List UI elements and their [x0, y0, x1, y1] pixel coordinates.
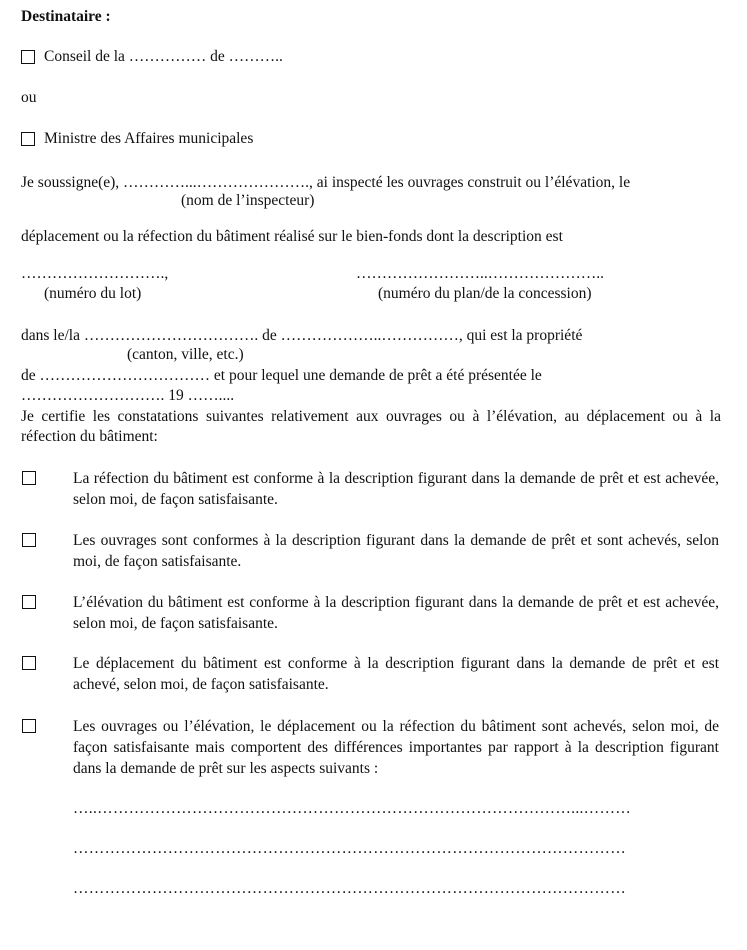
date-line[interactable]: ………………………. 19 …….... [21, 387, 235, 404]
item-checkbox-differences[interactable] [22, 719, 36, 733]
conseil-option-label: Conseil de la …………… de ……….. [44, 48, 283, 65]
lot-caption: (numéro du lot) [44, 285, 142, 302]
item-text-deplacement: Le déplacement du bâtiment est conforme à la description figurant dans la demande de prêt et est achevé, selon moi, de façon satisfaisante. [73, 655, 719, 693]
item-text-refection: La réfection du bâtiment est conforme à la description figurant dans la demande de prêt et est achevée, selon moi, de façon satisfaisante. [73, 470, 719, 508]
plan-caption: (numéro du plan/de la concession) [378, 285, 592, 302]
certification-statement: Je certifie les constatations suivantes relativement aux ouvrages ou à l’élévation, au déplacement ou à la réfection du bâtiment: [21, 408, 721, 445]
ministre-checkbox[interactable] [21, 132, 35, 146]
item-checkbox-refection[interactable] [22, 471, 36, 485]
item-text-differences: Les ouvrages ou l’élévation, le déplacement ou la réfection du bâtiment sont achevés, selon moi, de façon satisfaisante mais comportent des différences importantes par rapport à la description figurant dans la demande de prêt sur les aspects suivants : [73, 718, 719, 777]
item-checkbox-ouvrages[interactable] [22, 533, 36, 547]
property-description-line: déplacement ou la réfection du bâtiment réalisé sur le bien-fonds dont la description est [21, 228, 563, 245]
page-title: Destinataire : [21, 8, 111, 25]
blank-line-1[interactable]: …..………………………………………………………………………………...……… [73, 800, 632, 817]
item-checkbox-elevation[interactable] [22, 595, 36, 609]
inspector-line: Je soussigne(e), …………...…………………., ai inspecté les ouvrages construit ou l’élévation, le [21, 174, 631, 191]
or-text: ou [21, 89, 37, 106]
item-checkbox-deplacement[interactable] [22, 656, 36, 670]
item-text-ouvrages: Les ouvrages sont conformes à la description figurant dans la demande de prêt et sont achevés, selon moi, de façon satisfaisante. [73, 532, 719, 570]
township-line: dans le/la ……………………………. de ………………..……………, qui est la propriété [21, 327, 583, 344]
blank-line-3[interactable]: …………………………………………………………………………………………… [73, 880, 626, 897]
item-text-elevation: L’élévation du bâtiment est conforme à la description figurant dans la demande de prêt et est achevée, selon moi, de façon satisfaisante. [73, 594, 719, 632]
inspector-caption: (nom de l’inspecteur) [181, 192, 315, 209]
plan-number-field[interactable]: ……………………..………………….. [356, 265, 604, 282]
lot-number-field[interactable]: ………………………., [21, 265, 169, 282]
blank-line-2[interactable]: …………………………………………………………………………………………… [73, 840, 626, 857]
conseil-checkbox[interactable] [21, 50, 35, 64]
ministre-option-label: Ministre des Affaires municipales [44, 130, 254, 147]
owner-line: de …………………………… et pour lequel une demande de prêt a été présentée le [21, 367, 542, 384]
canton-caption: (canton, ville, etc.) [127, 346, 244, 363]
